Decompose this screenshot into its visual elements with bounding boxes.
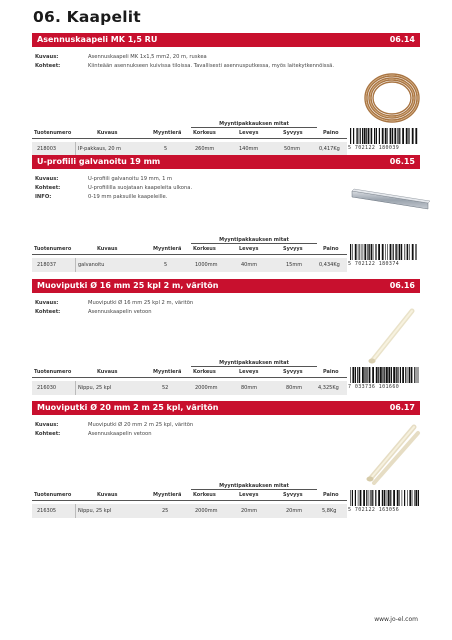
col-syvyys: Syvyys xyxy=(283,130,303,136)
package-dimensions-group-label: Myyntipakkauksen mitat xyxy=(219,360,289,366)
col-kuvaus: Kuvaus xyxy=(97,492,118,498)
product-header-bar xyxy=(32,401,420,415)
col-paino: Paino xyxy=(323,492,339,498)
barcode-number: 5 702122 180374 xyxy=(348,261,400,267)
package-dimensions-group-label: Myyntipakkauksen mitat xyxy=(219,237,289,243)
col-korkeus: Korkeus xyxy=(193,246,216,252)
barcode xyxy=(348,128,420,151)
package-dimensions-group-label: Myyntipakkauksen mitat xyxy=(219,483,289,489)
cell-korkeus: 1000mm xyxy=(195,262,218,268)
table-header xyxy=(32,359,347,378)
cell-kuvaus: Nippu, 25 kpl xyxy=(78,385,112,391)
col-syvyys: Syvyys xyxy=(283,246,303,252)
kuvaus-value: Muoviputki Ø 20 mm 2 m 25 kpl, väritön xyxy=(88,422,194,428)
kuvaus-value: U-profiili galvanoitu 19 mm, 1 m xyxy=(88,176,173,182)
cell-syvyys: 80mm xyxy=(286,385,303,391)
kohteet-label: Kohteet: xyxy=(35,185,61,191)
product-properties xyxy=(35,53,334,71)
kohteet-value: Asennuskaapelin vetoon xyxy=(88,309,152,315)
col-myyntiera: Myyntierä xyxy=(153,130,182,136)
col-tuotenumero: Tuotenumero xyxy=(34,130,72,136)
col-syvyys: Syvyys xyxy=(283,369,303,375)
barcode-number: 7 033736 101660 xyxy=(348,384,400,390)
kohteet-value: U-profiililla suojataan kaapeleita ulkona. xyxy=(88,185,193,191)
table-header xyxy=(32,120,347,139)
col-paino: Paino xyxy=(323,246,339,252)
cell-syvyys: 20mm xyxy=(286,508,303,514)
u-profile-rail-image xyxy=(350,177,432,217)
cell-syvyys: 15mm xyxy=(286,262,303,268)
plastic-conduit-bundle-image xyxy=(358,423,424,485)
info-label: INFO: xyxy=(35,194,52,200)
col-leveys: Leveys xyxy=(239,492,259,498)
col-korkeus: Korkeus xyxy=(193,130,216,136)
col-myyntiera: Myyntierä xyxy=(153,369,182,375)
cell-myyntiera: 5 xyxy=(164,262,168,268)
table-row xyxy=(32,381,347,395)
col-syvyys: Syvyys xyxy=(283,492,303,498)
cell-kuvaus: galvanoitu xyxy=(78,262,105,268)
col-leveys: Leveys xyxy=(239,246,259,252)
cell-tuotenumero: 216305 xyxy=(37,508,57,514)
barcode-number: 5 702122 163056 xyxy=(348,507,400,513)
kuvaus-value: Asennuskaapeli MK 1x1,5 mm2, 20 m, ruskea xyxy=(88,54,207,60)
kohteet-value: Kiinteään asennukseen kuivissa tiloissa. Tavallisesti asennusputkessa, myös laitekytkennöissä. xyxy=(88,63,335,69)
product-code: 06.17 xyxy=(389,403,415,412)
cell-kuvaus: Nippu, 25 kpl xyxy=(78,508,112,514)
specs-table-0616 xyxy=(32,359,347,395)
cell-tuotenumero: 218003 xyxy=(37,146,57,152)
plastic-conduit-image xyxy=(362,305,422,367)
col-myyntiera: Myyntierä xyxy=(153,246,182,252)
col-kuvaus: Kuvaus xyxy=(97,246,118,252)
table-row xyxy=(32,258,347,272)
specs-table-0614 xyxy=(32,120,347,156)
barcode xyxy=(348,244,420,267)
product-code: 06.16 xyxy=(389,281,415,290)
product-header-bar xyxy=(32,33,420,47)
kohteet-label: Kohteet: xyxy=(35,431,61,437)
cell-tuotenumero: 216030 xyxy=(37,385,57,391)
col-tuotenumero: Tuotenumero xyxy=(34,369,72,375)
cell-tuotenumero: 218037 xyxy=(37,262,57,268)
product-properties xyxy=(35,299,193,317)
group-divider xyxy=(191,366,317,367)
cell-leveys: 20mm xyxy=(241,508,258,514)
col-tuotenumero: Tuotenumero xyxy=(34,492,72,498)
cell-paino: 4,325Kg xyxy=(318,385,339,391)
product-code: 06.15 xyxy=(389,157,415,166)
cell-paino: 0,434Kg xyxy=(319,262,340,268)
cell-myyntiera: 52 xyxy=(162,385,169,391)
cell-kuvaus: IP-pakkaus, 20 m xyxy=(78,146,121,152)
specs-table-0617 xyxy=(32,482,347,518)
col-korkeus: Korkeus xyxy=(193,369,216,375)
group-divider xyxy=(191,127,317,128)
cell-korkeus: 260mm xyxy=(195,146,215,152)
page-title: 06. Kaapelit xyxy=(33,8,141,26)
barcode-number: 5 702122 180039 xyxy=(348,145,400,151)
table-row xyxy=(32,504,347,518)
cell-leveys: 40mm xyxy=(241,262,258,268)
table-header xyxy=(32,236,347,255)
col-leveys: Leveys xyxy=(239,369,259,375)
col-tuotenumero: Tuotenumero xyxy=(34,246,72,252)
info-value: 0-19 mm paksuille kaapeleille. xyxy=(88,194,168,200)
cable-coil-image xyxy=(357,66,427,128)
cell-korkeus: 2000mm xyxy=(195,508,218,514)
cell-korkeus: 2000mm xyxy=(195,385,218,391)
kuvaus-label: Kuvaus: xyxy=(35,176,59,182)
cell-myyntiera: 25 xyxy=(162,508,169,514)
kuvaus-value: Muoviputki Ø 16 mm 25 kpl 2 m, väritön xyxy=(88,300,194,306)
product-properties xyxy=(35,175,192,202)
kohteet-value: Asennuskaapelin vetoon xyxy=(88,431,152,437)
product-name: Asennuskaapeli MK 1,5 RU xyxy=(37,35,158,44)
barcode-bars xyxy=(350,367,420,383)
cell-paino: 0,417Kg xyxy=(319,146,340,152)
col-kuvaus: Kuvaus xyxy=(97,130,118,136)
col-myyntiera: Myyntierä xyxy=(153,492,182,498)
product-name: U-profiili galvanoitu 19 mm xyxy=(37,157,161,166)
product-header-bar xyxy=(32,279,420,293)
barcode-bars xyxy=(350,490,420,506)
barcode xyxy=(348,367,420,390)
barcode-bars xyxy=(350,128,420,144)
kohteet-label: Kohteet: xyxy=(35,309,61,315)
kohteet-label: Kohteet: xyxy=(35,63,61,69)
table-row xyxy=(32,142,347,156)
cell-leveys: 80mm xyxy=(241,385,258,391)
group-divider xyxy=(191,489,317,490)
barcode xyxy=(348,490,420,513)
package-dimensions-group-label: Myyntipakkauksen mitat xyxy=(219,121,289,127)
col-paino: Paino xyxy=(323,369,339,375)
col-leveys: Leveys xyxy=(239,130,259,136)
cell-paino: 5,8Kg xyxy=(322,508,337,514)
kuvaus-label: Kuvaus: xyxy=(35,300,59,306)
product-name: Muoviputki Ø 16 mm 25 kpl 2 m, väritön xyxy=(37,281,219,290)
product-code: 06.14 xyxy=(389,35,415,44)
table-header xyxy=(32,482,347,501)
kuvaus-label: Kuvaus: xyxy=(35,54,59,60)
cell-syvyys: 50mm xyxy=(284,146,301,152)
cell-myyntiera: 5 xyxy=(164,146,168,152)
col-paino: Paino xyxy=(323,130,339,136)
footer-website-url: www.jo-el.com xyxy=(374,616,418,623)
product-name: Muoviputki Ø 20 mm 2 m 25 kpl, väritön xyxy=(37,403,219,412)
group-divider xyxy=(191,243,317,244)
specs-table-0615 xyxy=(32,236,347,272)
product-properties xyxy=(35,421,193,439)
cell-leveys: 140mm xyxy=(239,146,259,152)
product-header-bar xyxy=(32,155,420,169)
barcode-bars xyxy=(350,244,420,260)
col-korkeus: Korkeus xyxy=(193,492,216,498)
kuvaus-label: Kuvaus: xyxy=(35,422,59,428)
col-kuvaus: Kuvaus xyxy=(97,369,118,375)
